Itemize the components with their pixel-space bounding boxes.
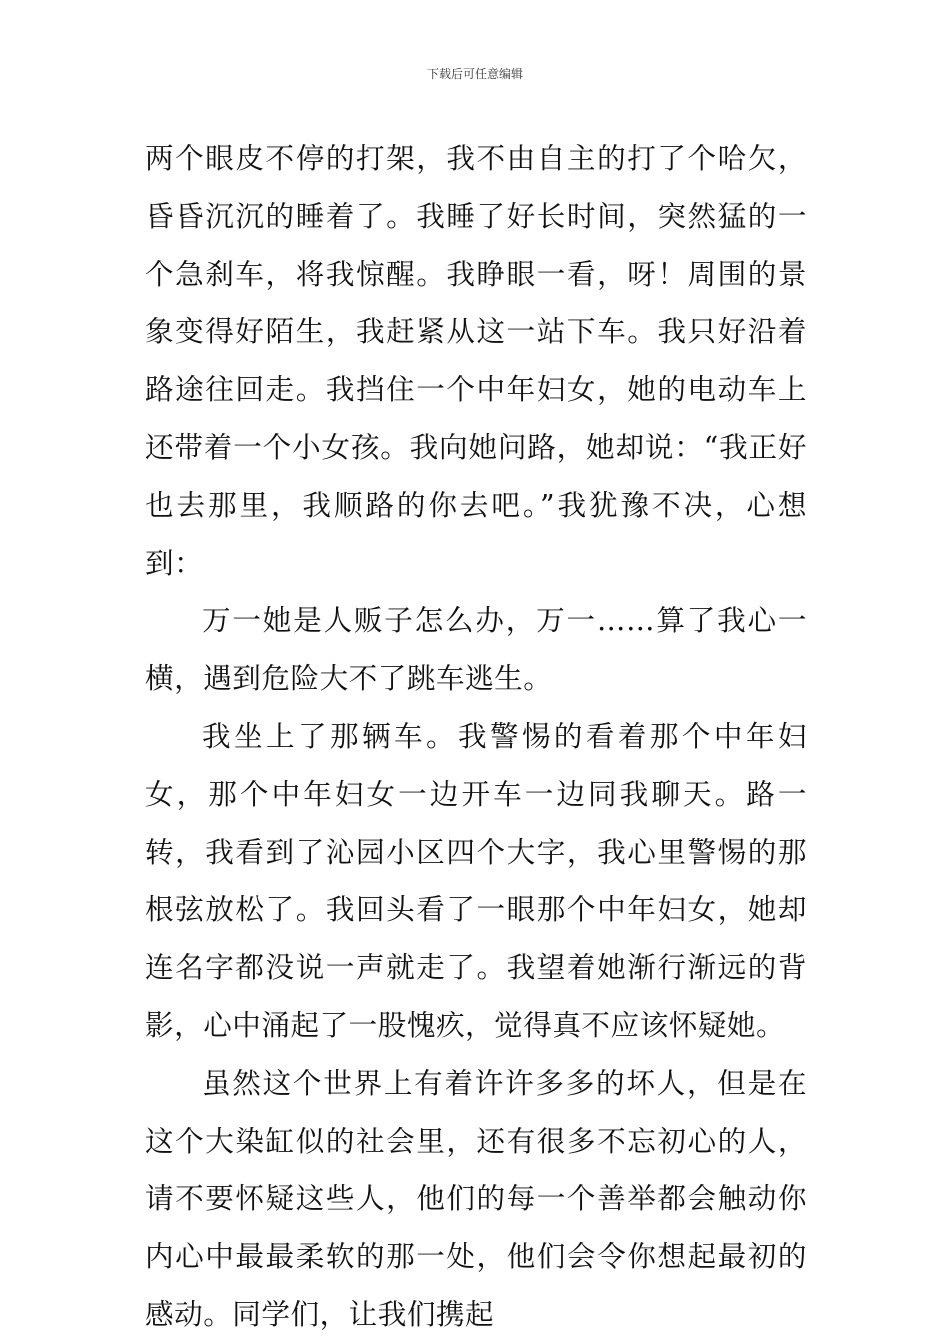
document-body <box>145 130 807 1344</box>
paragraph-4: 虽然这个世界上有着许许多多的坏人，但是在这个大染缸似的社会里，还有很多不忘初心的人，请不要怀疑这些人，他们的每一个善举都会触动你内心中最最柔软的那一处，他们会令你想起最初的感动。同学们，让我们携起 <box>145 1065 807 1331</box>
paragraph-3: 我坐上了那辆车。我警惕的看着那个中年妇女，那个中年妇女一边开车一边同我聊天。路一转，我看到了沁园小区四个大字，我心里警惕的那根弦放松了。我回头看了一眼那个中年妇女，她却连名字都没说一声就走了。我望着她渐行渐远的背影，心中涌起了一股愧疚，觉得真不应该怀疑她。 <box>145 718 807 1042</box>
paragraph-2: 万一她是人贩子怎么办，万一……算了我心一横，遇到危险大不了跳车逃生。 <box>145 603 807 696</box>
page-header: 下载后可任意编辑 <box>426 67 523 81</box>
paragraph-1: 两个眼皮不停的打架，我不由自主的打了个哈欠，昏昏沉沉的睡着了。我睡了好长时间，突然猛的一个急刹车，将我惊醒。我睁眼一看，呀！周围的景象变得好陌生，我赶紧从这一站下车。我只好沿着路途往回走。我挡住一个中年妇女，她的电动车上还带着一个小女孩。我向她问路，她却说：“我正好也去那里，我顺路的你去吧。”我犹豫不决，心想到： <box>145 141 807 580</box>
